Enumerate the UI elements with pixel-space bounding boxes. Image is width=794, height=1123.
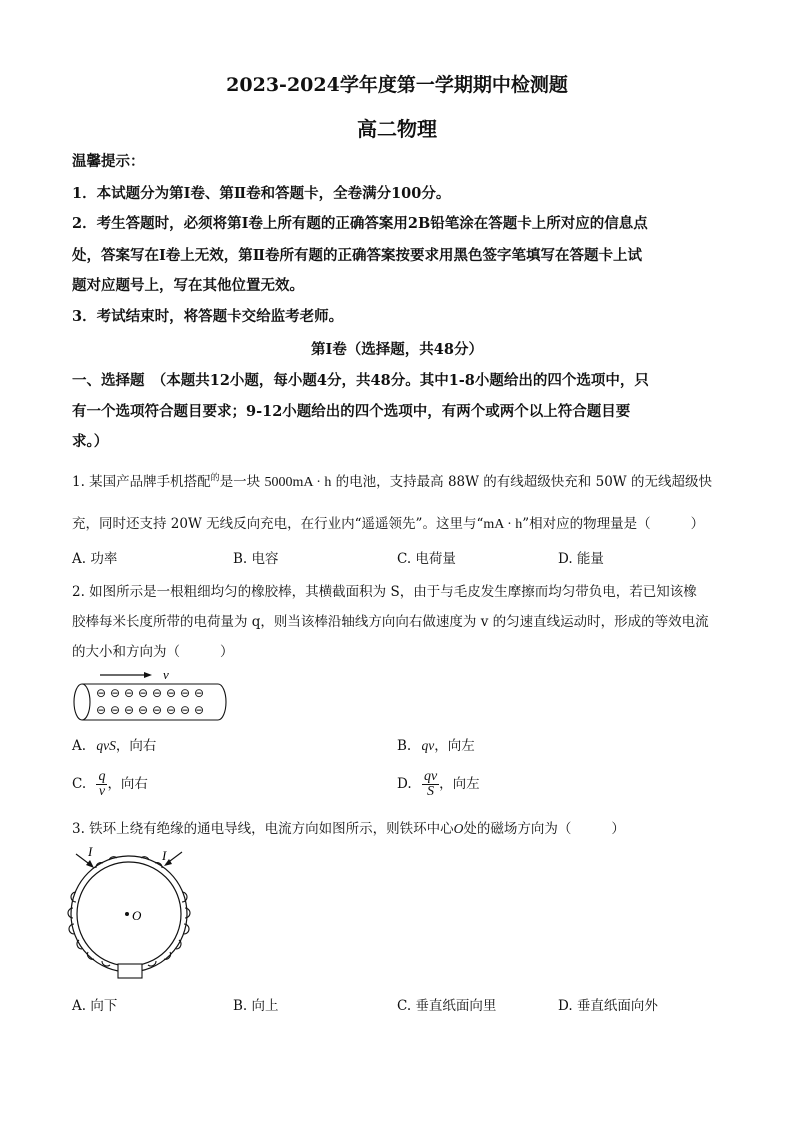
notice-item-2-cont: 处，答案写在Ⅰ卷上无效，第Ⅱ卷所有题的正确答案按要求用黑色签字笔填写在答题卡上试 xyxy=(72,247,642,264)
svg-text:⊖: ⊖ xyxy=(124,686,135,700)
current-label-right: I xyxy=(162,848,167,863)
q3-option-a[interactable]: A. 向下 xyxy=(72,998,118,1014)
notice-item-2: 2．考生答题时，必须将第Ⅰ卷上所有题的正确答案用2B铅笔涂在答题卡上所对应的信息点 xyxy=(72,215,648,232)
q1-battery-capacity: 5000mA · h xyxy=(264,475,332,490)
svg-text:⊖: ⊖ xyxy=(138,686,149,700)
q1-unit: mA · h xyxy=(483,517,523,532)
svg-text:⊖: ⊖ xyxy=(138,703,149,717)
question-1-line-2 xyxy=(72,512,704,533)
q2-option-d-fraction: $\frac{qv}{S}$ xyxy=(423,769,438,799)
q2-option-d[interactable] xyxy=(397,770,480,799)
q2-option-b-label: B. xyxy=(397,738,412,754)
section-instructions-1: 一、选择题 （本题共12小题，每小题4分，共48分。其中1-8小题给出的四个选项中，只 xyxy=(72,372,649,389)
q3-text-c: ） xyxy=(611,821,625,837)
q3-center-label: O xyxy=(453,821,464,836)
svg-text:⊖: ⊖ xyxy=(166,703,177,717)
iron-ring-figure xyxy=(66,842,206,982)
q2-option-c-fraction: $\frac{q}{v}$ xyxy=(98,769,106,799)
q2-option-c-dir: ，向右 xyxy=(107,776,148,792)
center-label: O xyxy=(132,908,142,923)
q1-text-f: ） xyxy=(690,516,705,532)
q1-option-b[interactable]: B. 电容 xyxy=(233,551,279,567)
notice-heading: 温馨提示： xyxy=(72,153,145,170)
exam-subject: 高二物理 xyxy=(357,117,437,141)
question-2-line-1: 2. 如图所示是一根粗细均匀的橡胶棒，其横截面积为 S，由于与毛皮发生摩擦而均匀带负电，若已知该橡 xyxy=(72,584,697,600)
q1-text-c: 的电池，支持最高 88W 的有线超级快充和 50W 的无线超级快 xyxy=(335,474,712,490)
velocity-label: v xyxy=(163,667,169,682)
svg-text:⊖: ⊖ xyxy=(110,686,121,700)
svg-text:⊖: ⊖ xyxy=(96,703,107,717)
section-instructions-2: 有一个选项符合题目要求；9-12小题给出的四个选项中，有两个或两个以上符合题目要 xyxy=(72,403,631,420)
exam-title: 2023-2024学年度第一学期期中检测题 xyxy=(226,74,568,96)
notice-item-3: 3．考试结束时，将答题卡交给监考老师。 xyxy=(72,308,344,325)
current-label-left: I xyxy=(88,844,93,859)
q2-option-d-dir: ，向左 xyxy=(439,776,480,792)
svg-text:⊖: ⊖ xyxy=(152,686,163,700)
svg-text:⊖: ⊖ xyxy=(166,686,177,700)
coil-windings xyxy=(68,857,190,966)
svg-text:⊖: ⊖ xyxy=(194,686,205,700)
ring-stand xyxy=(118,964,142,978)
svg-text:⊖: ⊖ xyxy=(180,703,191,717)
q2-option-a[interactable] xyxy=(72,734,156,754)
svg-text:⊖: ⊖ xyxy=(124,703,135,717)
q3-option-d[interactable]: D. 垂直纸面向外 xyxy=(558,998,658,1014)
svg-text:⊖: ⊖ xyxy=(110,703,121,717)
q2-option-b-dir: ，向左 xyxy=(434,738,475,754)
svg-text:⊖: ⊖ xyxy=(96,686,107,700)
q2-option-a-expr: qvS xyxy=(96,738,116,753)
q1-sup: 的 xyxy=(210,473,220,484)
q1-option-c[interactable]: C. 电荷量 xyxy=(397,551,456,567)
q3-option-c[interactable]: C. 垂直纸面向里 xyxy=(397,998,497,1014)
negative-charges xyxy=(96,686,204,717)
center-point xyxy=(125,912,129,916)
q2-option-d-label: D. xyxy=(397,776,412,792)
q2-text-b: ） xyxy=(220,644,234,660)
q1-text-a: 1. 某国产品牌手机搭配 xyxy=(72,474,211,490)
question-2-line-3 xyxy=(72,640,234,660)
current-in-arrowhead xyxy=(86,860,94,868)
q3-text-a: 3. 铁环上绕有绝缘的通电导线，电流方向如图所示，则铁环中心 xyxy=(72,821,454,837)
section-instructions-3: 求。） xyxy=(72,433,109,450)
q2-text-a: 的大小和方向为（ xyxy=(72,644,180,660)
q2-option-c[interactable] xyxy=(72,770,148,799)
question-1-line-1 xyxy=(72,470,712,491)
q1-option-a[interactable]: A. 功率 xyxy=(72,551,118,567)
rubber-rod-figure xyxy=(68,664,228,728)
q2-option-a-dir: ，向右 xyxy=(115,738,157,754)
q1-option-d[interactable]: D. 能量 xyxy=(558,551,604,567)
q2-option-b-expr: qv xyxy=(421,738,435,753)
notice-item-1: 1．本试题分为第Ⅰ卷、第Ⅱ卷和答题卡，全卷满分100分。 xyxy=(72,185,451,202)
notice-item-2-cont2: 题对应题号上，写在其他位置无效。 xyxy=(72,277,304,294)
svg-text:⊖: ⊖ xyxy=(152,703,163,717)
part1-heading: 第Ⅰ卷（选择题，共48分） xyxy=(311,341,483,358)
q2-option-c-label: C. xyxy=(72,776,87,792)
q2-option-b[interactable] xyxy=(397,734,475,754)
q1-text-e: ”相对应的物理量是（ xyxy=(522,516,651,532)
svg-text:⊖: ⊖ xyxy=(194,703,205,717)
velocity-arrowhead xyxy=(144,672,152,678)
q3-option-b[interactable]: B. 向上 xyxy=(233,998,279,1014)
svg-text:⊖: ⊖ xyxy=(180,686,191,700)
rod-end-face xyxy=(74,684,90,720)
q3-text-b: 处的磁场方向为（ xyxy=(463,821,572,837)
q1-text-b: 是一块 xyxy=(219,474,261,490)
question-3-line-1 xyxy=(72,817,625,837)
q2-option-a-label: A. xyxy=(72,738,87,754)
question-2-line-2: 胶棒每米长度所带的电荷量为 q，则当该棒沿轴线方向向右做速度为 v 的匀速直线运动时，形成的等效电流 xyxy=(72,614,709,630)
q1-text-d: 充，同时还支持 20W 无线反向充电，在行业内“遥遥领先”。这里与“ xyxy=(72,516,484,532)
